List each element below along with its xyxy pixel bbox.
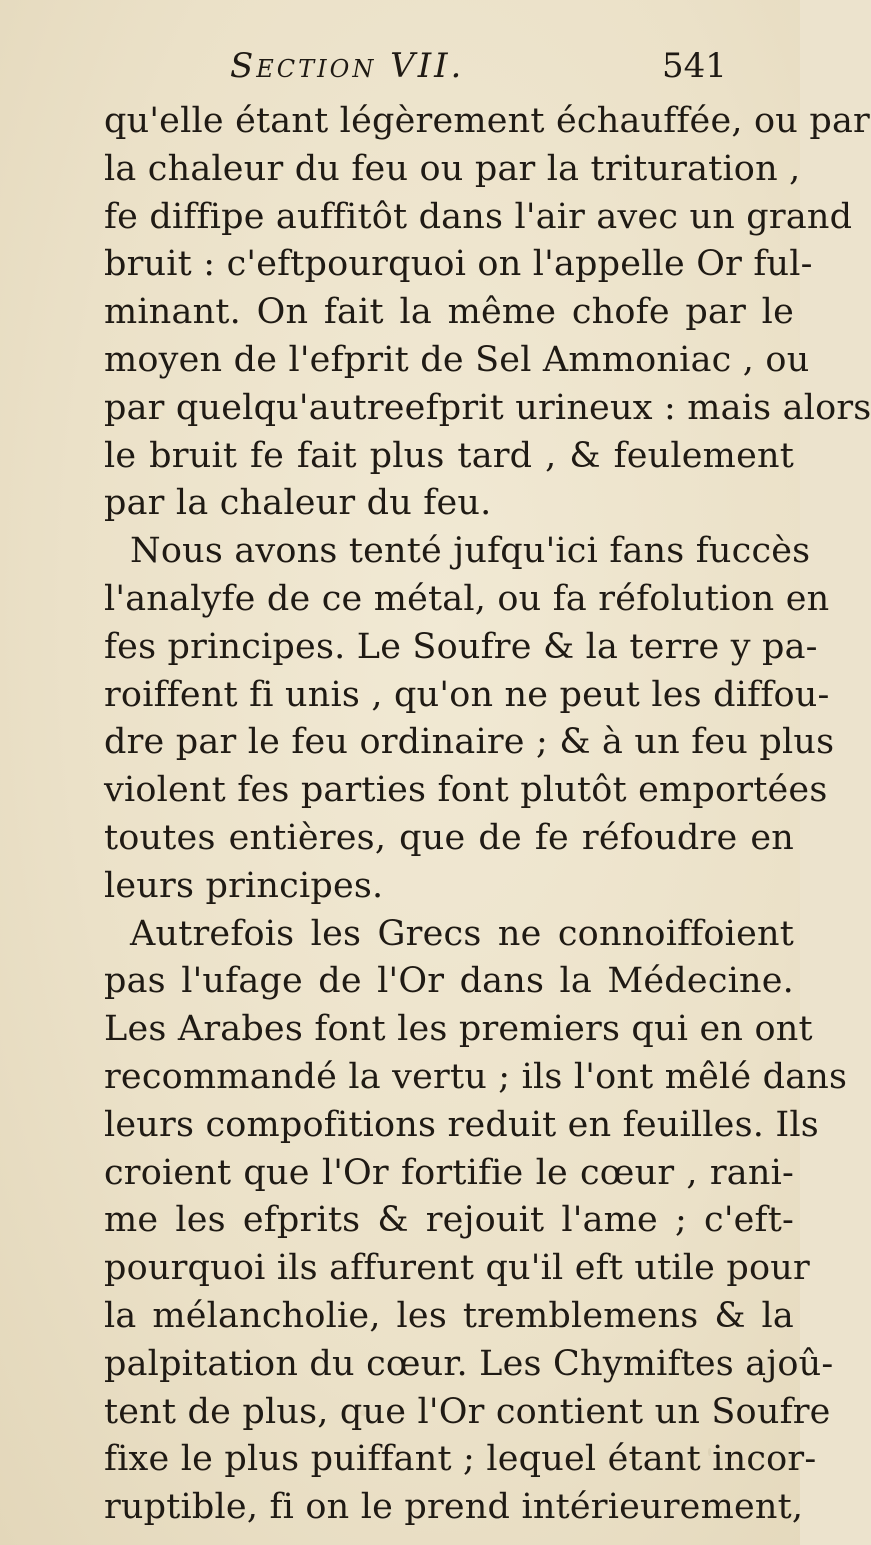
text-line: Autrefois les Grecs ne connoiffoient [130, 913, 794, 954]
text-line: par la chaleur du feu. [104, 483, 492, 524]
text-line: la chaleur du feu ou par la trituration , [104, 148, 801, 189]
body-text [104, 98, 871, 1532]
paper-spot [708, 1448, 711, 1456]
text-line: roiffent fi unis , qu'on ne peut les diffou- [104, 674, 830, 715]
text-line: Nous avons tenté jufqu'ici fans fuccès [130, 531, 811, 572]
text-line: minant. On fait la même chofe par le [104, 292, 794, 333]
text-line: qu'elle étant légèrement échauffée, ou par [104, 101, 870, 141]
text-line: fixe le plus puiffant ; lequel étant incor- [104, 1439, 817, 1480]
text-line: croient que l'Or fortifie le cœur , rani- [104, 1152, 794, 1193]
text-line: pourquoi ils affurent qu'il eft utile pour [104, 1248, 810, 1289]
running-head: Section VII. [230, 46, 465, 86]
text-line: palpitation du cœur. Les Chymiftes ajoû- [104, 1343, 834, 1384]
text-line: le bruit fe fait plus tard , & feulement [104, 435, 794, 476]
text-line: toutes entières, que de fe réfoudre en [104, 817, 794, 858]
text-line: tent de plus, que l'Or contient un Soufre [104, 1391, 831, 1432]
text-line: par quelqu'autreefprit urineux : mais alors [104, 387, 871, 428]
text-line: me les efprits & rejouit l'ame ; c'eft- [104, 1200, 794, 1241]
text-line: pas l'ufage de l'Or dans la Médecine. [104, 961, 794, 1002]
text-line: violent fes parties font plutôt emportées [104, 770, 828, 811]
text-line: la mélancholie, les tremblemens & la [104, 1295, 794, 1336]
text-line: bruit : c'eftpourquoi on l'appelle Or ful- [104, 244, 813, 285]
page-header [0, 46, 800, 96]
text-line: leurs principes. [104, 865, 384, 906]
text-line: dre par le feu ordinaire ; & à un feu plus [104, 722, 835, 763]
paper-spot [360, 1410, 366, 1416]
text-line: moyen de l'efprit de Sel Ammoniac , ou [104, 339, 810, 380]
text-line: Les Arabes font les premiers qui en ont [104, 1009, 813, 1050]
text-line: fes principes. Le Soufre & la terre y pa- [104, 626, 818, 667]
text-line: fe diffipe auffitôt dans l'air avec un grand [104, 196, 853, 237]
text-line: ruptible, fi on le prend intérieurement, [104, 1487, 804, 1528]
text-line: l'analyfe de ce métal, ou fa réfolution en [104, 578, 830, 619]
text-line: recommandé la vertu ; ils l'ont mêlé dans [104, 1056, 848, 1097]
page-number: 541 [662, 46, 727, 86]
text-line: leurs compofitions reduit en feuilles. Ils [104, 1104, 819, 1145]
